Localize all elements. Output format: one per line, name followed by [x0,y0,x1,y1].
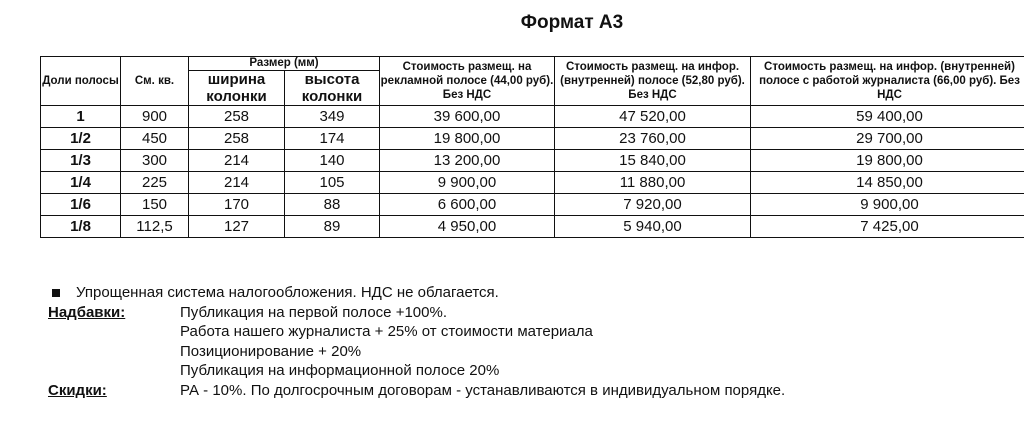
header-share: Доли полосы [41,57,121,106]
header-cost-info: Стоимость размещ. на инфор. (внутренней) полосе (52,80 руб). Без НДС [555,57,751,106]
cell-cost-journalist: 29 700,00 [751,128,1024,150]
cell-cost-ad: 4 950,00 [380,216,555,238]
header-width: ширина колонки [189,71,285,106]
cell-share: 1/3 [41,150,121,172]
cell-width: 214 [189,172,285,194]
cell-cost-info: 47 520,00 [555,106,751,128]
discounts-row [48,381,1008,401]
cell-sqcm: 112,5 [121,216,189,238]
tax-note [48,283,1008,303]
cell-share: 1/6 [41,194,121,216]
discounts-text: РА - 10%. По долгосрочным договорам - устанавливаются в индивидуальном порядке. [180,381,786,399]
table-row [41,216,1024,238]
cell-share: 1/2 [41,128,121,150]
cell-cost-journalist: 9 900,00 [751,194,1024,216]
cell-height: 140 [285,150,380,172]
cell-width: 258 [189,128,285,150]
cell-cost-journalist: 7 425,00 [751,216,1024,238]
cell-sqcm: 900 [121,106,189,128]
table-row [41,194,1024,216]
cell-sqcm: 225 [121,172,189,194]
cell-height: 105 [285,172,380,194]
header-sqcm: См. кв. [121,57,189,106]
surcharge-item: Публикация на первой полосе +100%. [180,303,447,321]
header-height: высота колонки [285,71,380,106]
cell-cost-ad: 39 600,00 [380,106,555,128]
header-cost-ad: Стоимость размещ. на рекламной полосе (44,00 руб). Без НДС [380,57,555,106]
cell-width: 170 [189,194,285,216]
cell-height: 349 [285,106,380,128]
cell-cost-ad: 19 800,00 [380,128,555,150]
surcharge-item: Позиционирование + 20% [180,342,362,360]
cell-cost-ad: 6 600,00 [380,194,555,216]
cell-cost-info: 5 940,00 [555,216,751,238]
discounts-label: Скидки: [48,381,107,399]
cell-height: 174 [285,128,380,150]
square-bullet-icon [52,289,60,297]
cell-cost-info: 11 880,00 [555,172,751,194]
cell-height: 89 [285,216,380,238]
cell-cost-info: 7 920,00 [555,194,751,216]
cell-width: 214 [189,150,285,172]
notes-section [48,283,1008,400]
cell-cost-journalist: 14 850,00 [751,172,1024,194]
cell-sqcm: 150 [121,194,189,216]
cell-share: 1 [41,106,121,128]
price-table [40,56,1024,238]
table-row [41,128,1024,150]
header-size: Размер (мм) [189,57,380,71]
cell-width: 127 [189,216,285,238]
header-cost-journalist: Стоимость размещ. на инфор. (внутренней) полосе с работой журналиста (66,00 руб). Без НДС [751,57,1024,106]
cell-cost-journalist: 19 800,00 [751,150,1024,172]
surcharge-item: Публикация на информационной полосе 20% [180,362,500,379]
cell-width: 258 [189,106,285,128]
cell-share: 1/4 [41,172,121,194]
cell-share: 1/8 [41,216,121,238]
cell-sqcm: 300 [121,150,189,172]
cell-cost-info: 23 760,00 [555,128,751,150]
surcharges-label: Надбавки: [48,303,126,321]
tax-note-text: Упрощенная система налогообложения. НДС не облагается. [76,284,499,301]
surcharges-row [48,303,1008,323]
cell-cost-info: 15 840,00 [555,150,751,172]
surcharge-item: Работа нашего журналиста + 25% от стоимости материала [180,323,593,340]
page-title: Формат А3 [520,12,624,33]
cell-cost-ad: 13 200,00 [380,150,555,172]
table-row [41,172,1024,194]
cell-height: 88 [285,194,380,216]
cell-cost-journalist: 59 400,00 [751,106,1024,128]
table-row [41,106,1024,128]
table-row [41,150,1024,172]
cell-cost-ad: 9 900,00 [380,172,555,194]
cell-sqcm: 450 [121,128,189,150]
